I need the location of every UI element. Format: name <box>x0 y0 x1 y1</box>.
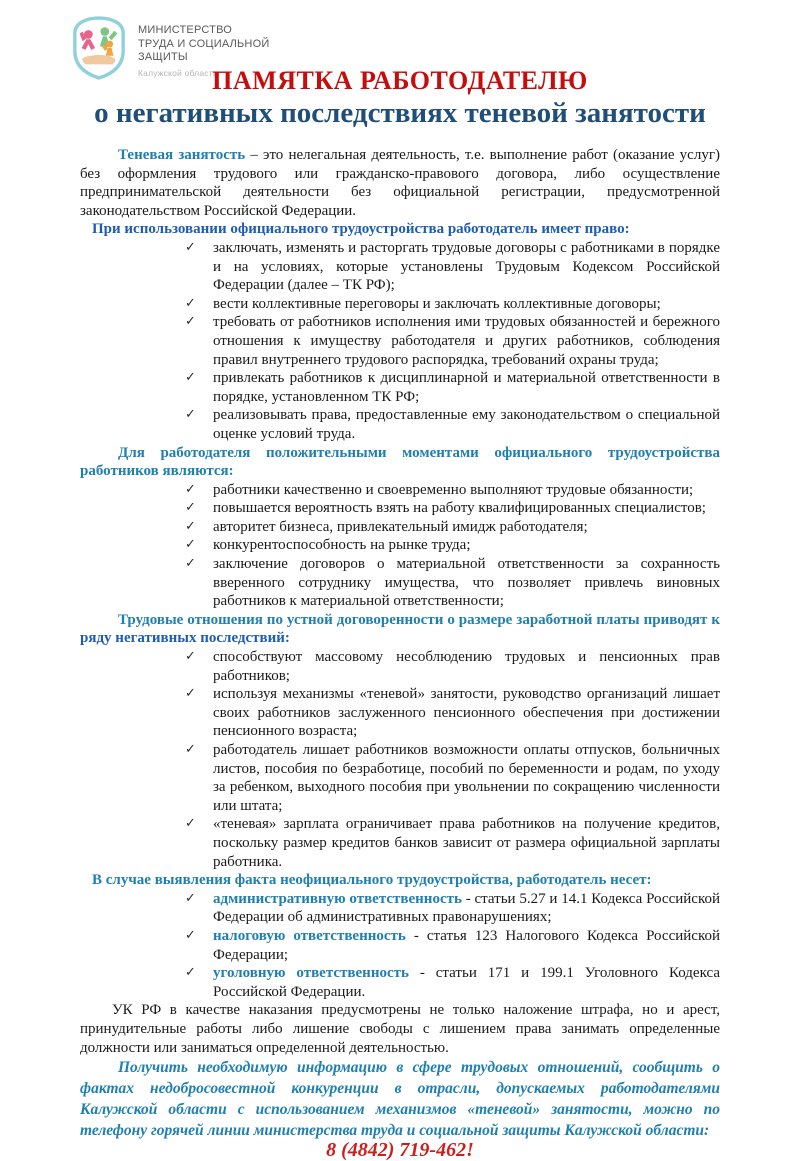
check-icon: ✓ <box>185 965 196 981</box>
list-item: ✓ работодатель лишает работников возможности оплаты отпусков, больничных листов, пособия по безработице, пособий по беременности и родам, по уходу за ребенком, выходного пособия при увольнении по сокращению численности или штата; <box>185 742 720 814</box>
intro-paragraph <box>80 146 720 220</box>
list-item: ✓ привлекать работников к дисциплинарной и материальной ответственности в порядке, установленном ТК РФ; <box>185 370 720 405</box>
hotline-phone-number: 8 (4842) 719-462! <box>326 1139 474 1161</box>
rights-list <box>80 239 720 444</box>
list-item: ✓ работники качественно и своевременно выполняют трудовые обязанности; <box>185 481 694 498</box>
logo-line-1: МИНИСТЕРСТВО <box>138 24 232 36</box>
logo-region: Калужской области <box>138 67 218 78</box>
list-item: ✓ авторитет бизнеса, привлекательный имидж работодателя; <box>185 518 588 535</box>
check-icon: ✓ <box>185 649 196 665</box>
liability-term: уголовную ответственность <box>213 965 409 982</box>
benefits-list <box>80 481 720 611</box>
check-icon: ✓ <box>185 500 196 516</box>
rights-heading: При использовании официального трудоустройства работодатель имеет право: <box>92 221 630 238</box>
liability-heading: В случае выявления факта неофициального трудоустройства, работодатель несет: <box>92 872 652 889</box>
list-item: ✓ конкурентоспособность на рынке труда; <box>185 537 471 554</box>
list-item: ✓ административную ответственность - статьи 5.27 и 14.1 Кодекса Российской Федерации об административных правонарушениях; <box>185 890 721 926</box>
list-item: ✓ используя механизмы «теневой» занятости, руководство организаций лишает своих работников заслуженного пенсионного обеспечения при достижении пенсионного возраста; <box>185 686 720 740</box>
check-icon: ✓ <box>185 295 196 311</box>
check-icon: ✓ <box>185 556 196 572</box>
list-item: ✓ заключение договоров о материальной ответственности за сохранность вверенного сотруднику имущества, что позволяет привлечь виновных работников к материальной ответственности; <box>185 556 720 610</box>
document-body <box>0 146 800 1160</box>
check-icon: ✓ <box>185 890 196 906</box>
check-icon: ✓ <box>185 239 196 255</box>
page-header <box>0 0 800 146</box>
liability-term: административную ответственность <box>213 890 462 907</box>
benefits-heading: Для работодателя положительными моментами официального трудоустройства работников являются: <box>80 444 720 480</box>
check-icon: ✓ <box>185 537 196 553</box>
logo-line-3: ЗАЩИТЫ <box>138 51 188 63</box>
list-item: ✓ требовать от работников исполнения ими трудовых обязанностей и бережного отношения к имуществу работодателя и других работников, соблюдения правил внутреннего трудового распорядка, требований охраны труда; <box>185 314 720 368</box>
page-title: ПАМЯТКА РАБОТОДАТЕЛЮ <box>212 66 588 95</box>
negatives-heading: Трудовые отношения по устной договоренности о размере заработной платы приводят к ряду негативных последствий: <box>80 611 720 647</box>
closing-paragraph: УК РФ в качестве наказания предусмотрены не только наложение штрафа, но и арест, принудительные работы либо лишение свободы с лишением права занимать определенные должности или заниматься определенной деятельностью. <box>80 1002 720 1056</box>
check-icon: ✓ <box>185 314 196 330</box>
list-item: ✓ налоговую ответственность - статья 123 Налогового Кодекса Российской Федерации; <box>185 927 721 963</box>
hotline-paragraph: Получить необходимую информацию в сфере трудовых отношений, сообщить о фактах недобросовестной конкуренции в отрасли, допускаемых работодателями Калужской области с использованием механизмов «теневой» занятости, можно по телефону горячей линии министерства труда и социальной защиты Калужской области: <box>80 1059 720 1140</box>
check-icon: ✓ <box>185 481 196 497</box>
list-item: ✓ повышается вероятность взять на работу квалифицированных специалистов; <box>185 500 706 517</box>
check-icon: ✓ <box>185 407 196 423</box>
check-icon: ✓ <box>185 370 196 386</box>
check-icon: ✓ <box>185 816 196 832</box>
check-icon: ✓ <box>185 518 196 534</box>
list-item: ✓ реализовывать права, предоставленные ему законодательством о специальной оценке условий труда. <box>185 407 720 442</box>
intro-lead: Теневая занятость <box>118 147 246 163</box>
check-icon: ✓ <box>185 686 196 702</box>
check-icon: ✓ <box>185 927 196 943</box>
list-item: ✓ заключать, изменять и расторгать трудовые договоры с работниками в порядке и на условиях, которые установлены Трудовым Кодексом Российской Федерации (далее – ТК РФ); <box>185 239 720 294</box>
list-item: ✓ «теневая» зарплата ограничивает права работников на получение кредитов, поскольку размер кредитов банков зависит от размера официальной зарплаты работника. <box>185 816 720 870</box>
logo-line-2: ТРУДА И СОЦИАЛЬНОЙ <box>138 37 270 50</box>
negatives-list <box>80 648 720 871</box>
list-item: ✓ вести коллективные переговоры и заключать коллективные договоры; <box>185 295 661 312</box>
liability-term: налоговую ответственность <box>213 927 406 944</box>
list-item: ✓ уголовную ответственность - статьи 171 и 199.1 Уголовного Кодекса Российской Федерации. <box>185 965 720 1000</box>
check-icon: ✓ <box>185 742 196 757</box>
page-subtitle: о негативных последствиях теневой занятости <box>94 97 706 129</box>
intro-text: – это нелегальная деятельность, т.е. выполнение работ (оказание услуг) без оформления трудового или гражданско-правового договора, либо осуществление предпринимательской деятельности без официальной регистрации, предусмотренной законодательством Российской Федерации. <box>80 147 720 219</box>
list-item: ✓ способствуют массовому несоблюдению трудовых и пенсионных прав работников; <box>185 649 720 684</box>
liability-list <box>80 890 720 1002</box>
